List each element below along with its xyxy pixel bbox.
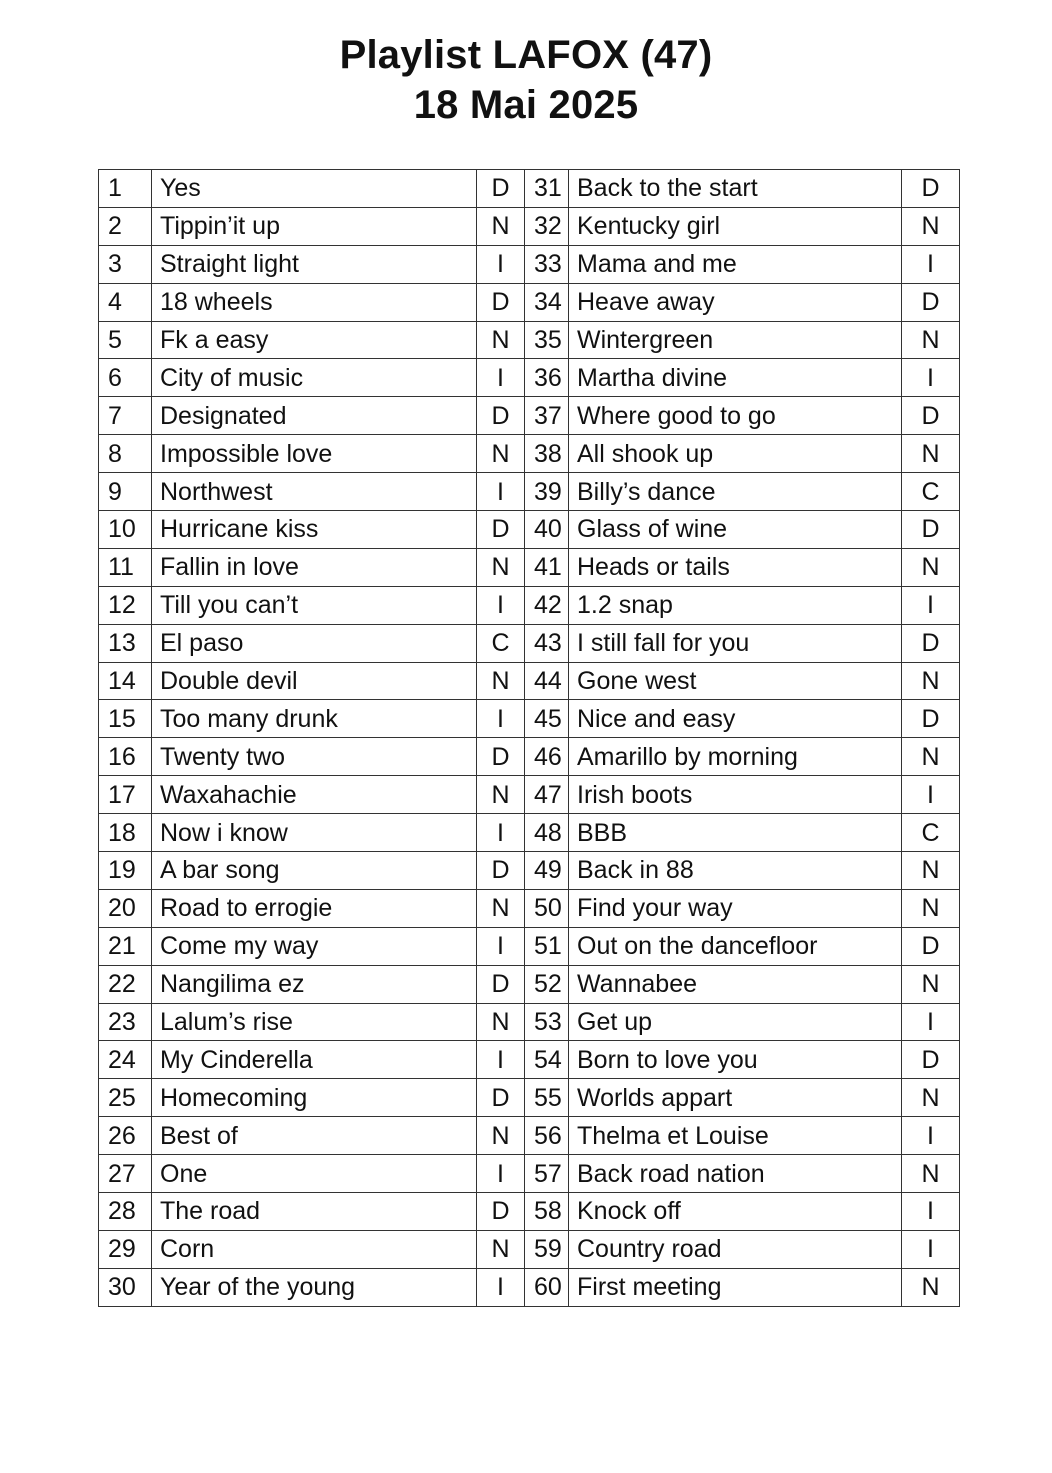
dance-type: D [902,1041,960,1079]
dance-type: C [902,473,960,511]
table-row [99,1117,960,1155]
table-row [99,889,960,927]
table-row [99,511,960,549]
song-number: 56 [525,1117,569,1155]
dance-type: N [902,965,960,1003]
song-number: 38 [525,435,569,473]
song-number: 25 [99,1079,152,1117]
dance-type: I [477,245,525,283]
song-number: 2 [99,207,152,245]
dance-type: N [477,776,525,814]
dance-type: D [477,1193,525,1231]
song-number: 4 [99,283,152,321]
table-row [99,624,960,662]
dance-type: I [902,359,960,397]
table-row [99,1193,960,1231]
song-title: 18 wheels [152,283,477,321]
song-number: 16 [99,738,152,776]
song-title: Tippin’it up [152,207,477,245]
playlist-body [99,170,960,1307]
song-title: El paso [152,624,477,662]
song-number: 42 [525,586,569,624]
dance-type: I [902,776,960,814]
song-number: 21 [99,927,152,965]
song-number: 49 [525,852,569,890]
song-number: 43 [525,624,569,662]
song-number: 9 [99,473,152,511]
song-title: Now i know [152,814,477,852]
table-row [99,1003,960,1041]
dance-type: I [902,1003,960,1041]
song-number: 44 [525,662,569,700]
song-title: Impossible love [152,435,477,473]
dance-type: D [477,965,525,1003]
dance-type: D [477,170,525,208]
song-title: Corn [152,1230,477,1268]
song-number: 19 [99,852,152,890]
song-title: Born to love you [569,1041,902,1079]
dance-type: N [477,889,525,927]
dance-type: I [477,1041,525,1079]
song-number: 57 [525,1155,569,1193]
song-number: 34 [525,283,569,321]
song-title: Gone west [569,662,902,700]
song-number: 51 [525,927,569,965]
table-row [99,548,960,586]
dance-type: N [902,321,960,359]
song-title: All shook up [569,435,902,473]
song-number: 37 [525,397,569,435]
table-row [99,776,960,814]
dance-type: D [477,738,525,776]
song-title: Fk a easy [152,321,477,359]
song-number: 26 [99,1117,152,1155]
song-number: 48 [525,814,569,852]
song-number: 27 [99,1155,152,1193]
song-title: 1.2 snap [569,586,902,624]
table-row [99,435,960,473]
playlist-table [98,169,960,1307]
table-row [99,965,960,1003]
song-title: Nangilima ez [152,965,477,1003]
dance-type: N [902,738,960,776]
song-title: First meeting [569,1268,902,1306]
dance-type: N [477,435,525,473]
song-title: Come my way [152,927,477,965]
dance-type: N [902,852,960,890]
song-number: 33 [525,245,569,283]
dance-type: D [902,700,960,738]
song-number: 7 [99,397,152,435]
dance-type: D [902,170,960,208]
song-number: 50 [525,889,569,927]
song-number: 52 [525,965,569,1003]
song-title: Worlds appart [569,1079,902,1117]
song-title: Kentucky girl [569,207,902,245]
song-number: 5 [99,321,152,359]
song-title: BBB [569,814,902,852]
table-row [99,473,960,511]
dance-type: N [477,1003,525,1041]
dance-type: D [477,283,525,321]
page-title: Playlist LAFOX (47) [339,33,713,77]
dance-type: N [477,1230,525,1268]
song-title: The road [152,1193,477,1231]
song-title: Glass of wine [569,511,902,549]
table-row [99,1041,960,1079]
song-title: Designated [152,397,477,435]
table-row [99,1155,960,1193]
song-title: Nice and easy [569,700,902,738]
dance-type: D [477,397,525,435]
song-title: Back to the start [569,170,902,208]
table-row [99,245,960,283]
song-number: 17 [99,776,152,814]
dance-type: I [477,586,525,624]
song-number: 36 [525,359,569,397]
song-title: Twenty two [152,738,477,776]
dance-type: I [477,1268,525,1306]
dance-type: N [477,548,525,586]
song-title: Lalum’s rise [152,1003,477,1041]
dance-type: N [902,662,960,700]
dance-type: N [477,1117,525,1155]
song-title: Heads or tails [569,548,902,586]
table-row [99,852,960,890]
table-row [99,1079,960,1117]
song-title: Wannabee [569,965,902,1003]
song-number: 18 [99,814,152,852]
song-number: 8 [99,435,152,473]
song-title: Hurricane kiss [152,511,477,549]
dance-type: I [902,245,960,283]
song-title: Yes [152,170,477,208]
song-number: 60 [525,1268,569,1306]
song-number: 20 [99,889,152,927]
song-title: Waxahachie [152,776,477,814]
song-title: Martha divine [569,359,902,397]
song-title: Back road nation [569,1155,902,1193]
dance-type: I [477,1155,525,1193]
page-date: 18 Mai 2025 [413,83,639,127]
song-number: 45 [525,700,569,738]
song-number: 39 [525,473,569,511]
dance-type: N [477,321,525,359]
song-number: 1 [99,170,152,208]
dance-type: D [902,511,960,549]
song-number: 13 [99,624,152,662]
dance-type: N [902,548,960,586]
dance-type: D [902,397,960,435]
dance-type: I [902,586,960,624]
song-number: 30 [99,1268,152,1306]
dance-type: N [902,1268,960,1306]
song-title: Knock off [569,1193,902,1231]
dance-type: I [477,814,525,852]
song-number: 12 [99,586,152,624]
table-row [99,1268,960,1306]
dance-type: D [902,927,960,965]
table-row [99,586,960,624]
table-row [99,397,960,435]
song-title: Too many drunk [152,700,477,738]
table-row [99,1230,960,1268]
song-number: 59 [525,1230,569,1268]
dance-type: C [902,814,960,852]
song-title: Northwest [152,473,477,511]
song-title: Out on the dancefloor [569,927,902,965]
dance-type: N [477,662,525,700]
song-title: One [152,1155,477,1193]
song-title: Mama and me [569,245,902,283]
song-number: 41 [525,548,569,586]
table-row [99,207,960,245]
song-title: Where good to go [569,397,902,435]
song-number: 10 [99,511,152,549]
song-number: 31 [525,170,569,208]
dance-type: I [902,1230,960,1268]
song-number: 14 [99,662,152,700]
dance-type: D [477,511,525,549]
dance-type: N [477,207,525,245]
song-number: 24 [99,1041,152,1079]
dance-type: I [477,473,525,511]
song-title: I still fall for you [569,624,902,662]
dance-type: I [902,1193,960,1231]
dance-type: I [477,700,525,738]
song-number: 6 [99,359,152,397]
dance-type: N [902,1155,960,1193]
dance-type: D [902,283,960,321]
dance-type: D [477,1079,525,1117]
song-title: Fallin in love [152,548,477,586]
song-title: Irish boots [569,776,902,814]
table-row [99,700,960,738]
song-title: Heave away [569,283,902,321]
dance-type: C [477,624,525,662]
song-title: Straight light [152,245,477,283]
song-number: 35 [525,321,569,359]
table-row [99,321,960,359]
song-title: Homecoming [152,1079,477,1117]
dance-type: D [477,852,525,890]
song-title: Double devil [152,662,477,700]
table-row [99,738,960,776]
song-title: Amarillo by morning [569,738,902,776]
song-title: Road to errogie [152,889,477,927]
song-number: 53 [525,1003,569,1041]
dance-type: I [902,1117,960,1155]
song-title: Back in 88 [569,852,902,890]
dance-type: N [902,889,960,927]
song-title: My Cinderella [152,1041,477,1079]
song-number: 29 [99,1230,152,1268]
dance-type: I [477,927,525,965]
song-number: 32 [525,207,569,245]
song-title: Till you can’t [152,586,477,624]
song-title: Year of the young [152,1268,477,1306]
song-number: 40 [525,511,569,549]
dance-type: N [902,207,960,245]
table-row [99,662,960,700]
song-number: 23 [99,1003,152,1041]
table-row [99,170,960,208]
song-title: Thelma et Louise [569,1117,902,1155]
table-row [99,814,960,852]
song-number: 15 [99,700,152,738]
song-number: 46 [525,738,569,776]
song-number: 11 [99,548,152,586]
dance-type: N [902,1079,960,1117]
song-number: 54 [525,1041,569,1079]
song-title: Get up [569,1003,902,1041]
song-title: Billy’s dance [569,473,902,511]
table-row [99,283,960,321]
song-title: Best of [152,1117,477,1155]
song-number: 47 [525,776,569,814]
song-number: 55 [525,1079,569,1117]
dance-type: I [477,359,525,397]
dance-type: D [902,624,960,662]
song-number: 22 [99,965,152,1003]
song-number: 28 [99,1193,152,1231]
song-title: Find your way [569,889,902,927]
song-number: 58 [525,1193,569,1231]
song-number: 3 [99,245,152,283]
page-header [0,30,1052,130]
dance-type: N [902,435,960,473]
song-title: Wintergreen [569,321,902,359]
song-title: City of music [152,359,477,397]
song-title: A bar song [152,852,477,890]
table-row [99,359,960,397]
table-row [99,927,960,965]
song-title: Country road [569,1230,902,1268]
